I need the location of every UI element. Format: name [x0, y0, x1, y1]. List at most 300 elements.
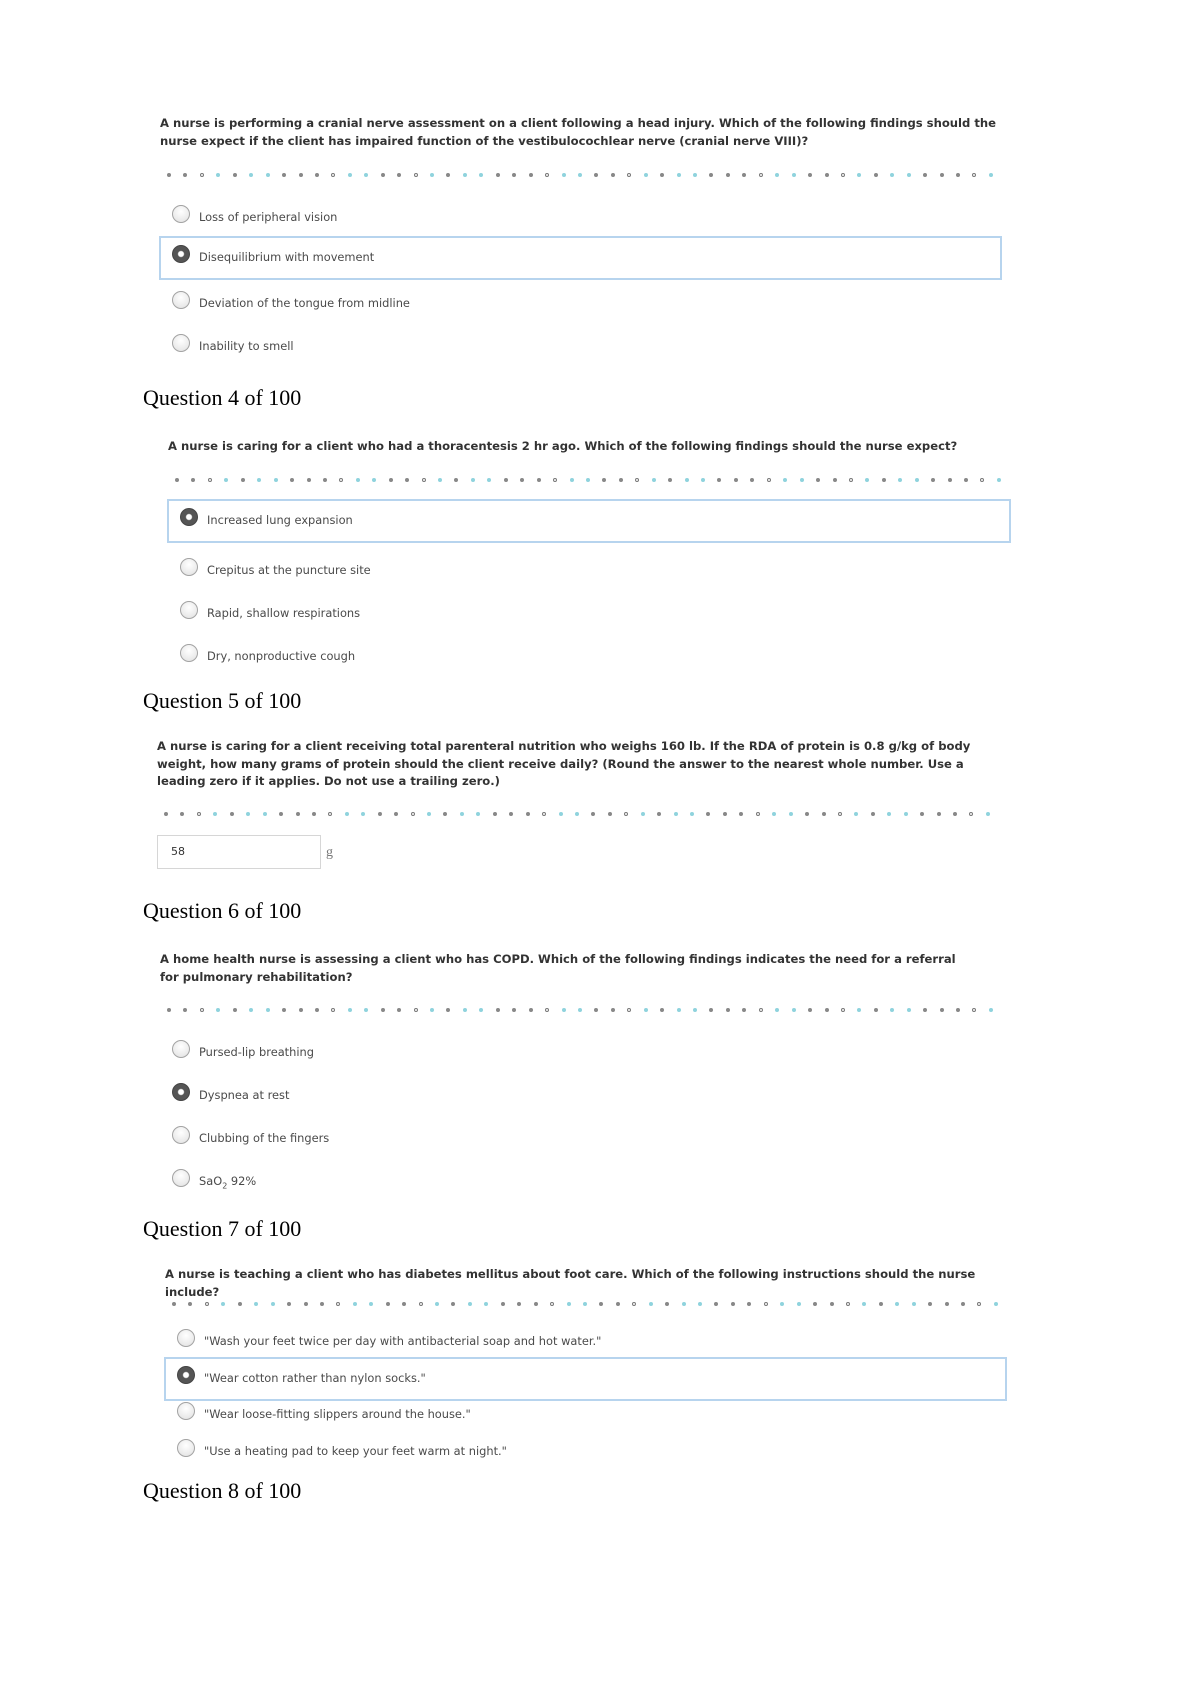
progress-dots — [175, 477, 1001, 483]
separator-dot — [493, 812, 497, 816]
radio-button[interactable] — [180, 644, 198, 662]
separator-dot — [907, 1008, 911, 1012]
separator-dot — [339, 478, 343, 482]
separator-dot — [191, 478, 195, 482]
radio-button[interactable] — [180, 558, 198, 576]
option-label: Inability to smell — [199, 339, 294, 353]
separator-dot — [887, 812, 891, 816]
separator-dot — [167, 1008, 171, 1012]
separator-dot — [685, 478, 689, 482]
separator-dot — [419, 1302, 423, 1306]
separator-dot — [594, 173, 598, 177]
question-7-prompt: A nurse is teaching a client who has diabetes mellitus about foot care. Which of the following instructions should the nurse include? — [165, 1267, 976, 1299]
separator-dot — [920, 812, 924, 816]
separator-dot — [709, 173, 713, 177]
question-5-prompt: A nurse is caring for a client receiving total parenteral nutrition who weighs 160 lb. If the RDA of protein is 0.8 g/kg of body weight, how many grams of protein should the client receive daily? (Round the answer to the nearest whole number. Use a leading zero if it applies. Do not use a trailing zero.) — [157, 739, 971, 788]
radio-button[interactable] — [172, 1126, 190, 1144]
radio-button-selected[interactable] — [180, 508, 198, 526]
separator-dot — [271, 1302, 275, 1306]
separator-dot — [674, 812, 678, 816]
q3-option-3[interactable] — [159, 282, 1002, 326]
separator-dot — [509, 812, 513, 816]
separator-dot — [583, 1302, 587, 1306]
separator-dot — [586, 478, 590, 482]
separator-dot — [224, 478, 228, 482]
separator-dot — [972, 1008, 976, 1012]
separator-dot — [254, 1302, 258, 1306]
separator-dot — [512, 1008, 516, 1012]
separator-dot — [233, 1008, 237, 1012]
separator-dot — [627, 1008, 631, 1012]
separator-dot — [405, 478, 409, 482]
separator-dot — [849, 478, 853, 482]
separator-dot — [717, 478, 721, 482]
separator-dot — [857, 1008, 861, 1012]
separator-dot — [570, 478, 574, 482]
separator-dot — [463, 173, 467, 177]
separator-dot — [805, 812, 809, 816]
option-label: Rapid, shallow respirations — [207, 606, 361, 620]
separator-dot — [427, 812, 431, 816]
q4-option-1[interactable] — [167, 499, 1011, 543]
separator-dot — [677, 173, 681, 177]
separator-dot — [479, 173, 483, 177]
separator-dot — [542, 812, 546, 816]
separator-dot — [567, 1302, 571, 1306]
separator-dot — [328, 812, 332, 816]
option-label: Loss of peripheral vision — [199, 210, 338, 224]
separator-dot — [890, 1008, 894, 1012]
separator-dot — [940, 1008, 944, 1012]
separator-dot — [414, 173, 418, 177]
separator-dot — [562, 1008, 566, 1012]
q4-option-4[interactable] — [167, 635, 1011, 679]
option-label: Clubbing of the fingers — [199, 1131, 330, 1145]
separator-dot — [652, 478, 656, 482]
separator-dot — [898, 478, 902, 482]
option-label: "Wash your feet twice per day with antibacterial soap and hot water." — [204, 1334, 602, 1348]
separator-dot — [923, 1008, 927, 1012]
separator-dot — [994, 1302, 998, 1306]
separator-dot — [693, 1008, 697, 1012]
separator-dot — [923, 173, 927, 177]
q4-option-3[interactable] — [167, 592, 1011, 636]
separator-dot — [446, 173, 450, 177]
separator-dot — [874, 173, 878, 177]
option-label: Pursed-lip breathing — [199, 1045, 314, 1059]
separator-dot — [882, 478, 886, 482]
separator-dot — [460, 812, 464, 816]
separator-dot — [348, 173, 352, 177]
radio-button[interactable] — [177, 1402, 195, 1420]
separator-dot — [602, 478, 606, 482]
separator-dot — [871, 812, 875, 816]
separator-dot — [443, 812, 447, 816]
separator-dot — [599, 1302, 603, 1306]
separator-dot — [726, 173, 730, 177]
separator-dot — [641, 812, 645, 816]
radio-button[interactable] — [172, 334, 190, 352]
separator-dot — [526, 812, 530, 816]
separator-dot — [591, 812, 595, 816]
separator-dot — [731, 1302, 735, 1306]
separator-dot — [241, 478, 245, 482]
option-label: "Use a heating pad to keep your feet warm at night." — [204, 1444, 507, 1458]
separator-dot — [747, 1302, 751, 1306]
separator-dot — [282, 1008, 286, 1012]
separator-dot — [559, 812, 563, 816]
separator-dot — [928, 1302, 932, 1306]
separator-dot — [865, 478, 869, 482]
separator-dot — [529, 1008, 533, 1012]
separator-dot — [216, 173, 220, 177]
separator-dot — [780, 1302, 784, 1306]
separator-dot — [263, 812, 267, 816]
radio-button-selected[interactable] — [172, 245, 190, 263]
radio-button[interactable] — [172, 1040, 190, 1058]
q3-option-1[interactable] — [159, 196, 1002, 240]
separator-dot — [682, 1302, 686, 1306]
separator-dot — [986, 812, 990, 816]
separator-dot — [644, 173, 648, 177]
separator-dot — [619, 478, 623, 482]
separator-dot — [862, 1302, 866, 1306]
separator-dot — [468, 1302, 472, 1306]
separator-dot — [402, 1302, 406, 1306]
separator-dot — [438, 478, 442, 482]
separator-dot — [501, 1302, 505, 1306]
separator-dot — [180, 812, 184, 816]
separator-dot — [953, 812, 957, 816]
separator-dot — [364, 1008, 368, 1012]
separator-dot — [233, 173, 237, 177]
q6-option-4[interactable] — [159, 1160, 1002, 1204]
question-4-prompt: A nurse is caring for a client who had a thoracentesis 2 hr ago. Which of the following findings should the nurse expect? — [168, 439, 958, 453]
progress-dots — [172, 1301, 998, 1307]
radio-button-selected[interactable] — [172, 1083, 190, 1101]
radio-button[interactable] — [177, 1329, 195, 1347]
separator-dot — [808, 1008, 812, 1012]
separator-dot — [772, 812, 776, 816]
separator-dot — [496, 1008, 500, 1012]
separator-dot — [961, 1302, 965, 1306]
separator-dot — [575, 812, 579, 816]
separator-dot — [723, 812, 727, 816]
separator-dot — [361, 812, 365, 816]
separator-dot — [430, 173, 434, 177]
separator-dot — [414, 1008, 418, 1012]
progress-dots — [167, 172, 993, 178]
q7-option-4[interactable] — [164, 1430, 1007, 1474]
radio-button[interactable] — [180, 601, 198, 619]
separator-dot — [874, 1008, 878, 1012]
question-4-heading: Question 4 of 100 — [143, 385, 302, 410]
separator-dot — [969, 812, 973, 816]
separator-dot — [594, 1008, 598, 1012]
separator-dot — [660, 1008, 664, 1012]
radio-button[interactable] — [172, 205, 190, 223]
separator-dot — [701, 478, 705, 482]
separator-dot — [977, 1302, 981, 1306]
separator-dot — [282, 173, 286, 177]
separator-dot — [635, 478, 639, 482]
separator-dot — [512, 173, 516, 177]
separator-dot — [907, 173, 911, 177]
separator-dot — [816, 478, 820, 482]
separator-dot — [997, 478, 1001, 482]
separator-dot — [216, 1008, 220, 1012]
separator-dot — [857, 173, 861, 177]
separator-dot — [895, 1302, 899, 1306]
option-label: Dry, nonproductive cough — [207, 649, 356, 663]
separator-dot — [279, 812, 283, 816]
separator-dot — [496, 173, 500, 177]
separator-dot — [200, 173, 204, 177]
separator-dot — [789, 812, 793, 816]
radio-button-selected[interactable] — [177, 1366, 195, 1384]
q6-option-3[interactable] — [159, 1117, 1002, 1161]
separator-dot — [266, 1008, 270, 1012]
separator-dot — [299, 173, 303, 177]
separator-dot — [545, 173, 549, 177]
question-6-prompt: A home health nurse is assessing a client who has COPD. Which of the following findings indicates the need for a referral for pulmonary rehabilitation? — [160, 952, 956, 984]
separator-dot — [948, 478, 952, 482]
separator-dot — [693, 173, 697, 177]
separator-dot — [767, 478, 771, 482]
separator-dot — [476, 812, 480, 816]
separator-dot — [706, 812, 710, 816]
separator-dot — [578, 1008, 582, 1012]
separator-dot — [394, 812, 398, 816]
separator-dot — [307, 478, 311, 482]
separator-dot — [345, 812, 349, 816]
separator-dot — [353, 1302, 357, 1306]
separator-dot — [742, 1008, 746, 1012]
separator-dot — [825, 173, 829, 177]
separator-dot — [989, 173, 993, 177]
separator-dot — [422, 478, 426, 482]
separator-dot — [200, 1008, 204, 1012]
separator-dot — [665, 1302, 669, 1306]
separator-dot — [611, 173, 615, 177]
separator-dot — [841, 1008, 845, 1012]
separator-dot — [879, 1302, 883, 1306]
separator-dot — [167, 173, 171, 177]
separator-dot — [822, 812, 826, 816]
separator-dot — [562, 173, 566, 177]
option-label: Disequilibrium with movement — [199, 250, 375, 264]
separator-dot — [734, 478, 738, 482]
question-6-heading: Question 6 of 100 — [143, 898, 302, 923]
q6-option-2[interactable] — [159, 1074, 1002, 1118]
separator-dot — [841, 173, 845, 177]
separator-dot — [534, 1302, 538, 1306]
separator-dot — [937, 812, 941, 816]
separator-dot — [164, 812, 168, 816]
separator-dot — [266, 173, 270, 177]
q6-option-1[interactable] — [159, 1031, 1002, 1075]
separator-dot — [378, 812, 382, 816]
separator-dot — [369, 1302, 373, 1306]
separator-dot — [714, 1302, 718, 1306]
separator-dot — [479, 1008, 483, 1012]
separator-dot — [287, 1302, 291, 1306]
separator-dot — [846, 1302, 850, 1306]
separator-dot — [249, 1008, 253, 1012]
separator-dot — [205, 1302, 209, 1306]
separator-dot — [463, 1008, 467, 1012]
separator-dot — [677, 1008, 681, 1012]
separator-dot — [854, 812, 858, 816]
separator-dot — [775, 173, 779, 177]
separator-dot — [808, 173, 812, 177]
separator-dot — [446, 1008, 450, 1012]
separator-dot — [197, 812, 201, 816]
progress-dots — [167, 1007, 993, 1013]
separator-dot — [213, 812, 217, 816]
question-8-heading: Question 8 of 100 — [143, 1478, 302, 1503]
question-3-prompt: A nurse is performing a cranial nerve assessment on a client following a head injury. Which of the following findings should the nurse expect if the client has impaired function of the vestibulocochlear nerve (cranial nerve VIII)? — [160, 116, 997, 148]
separator-dot — [657, 812, 661, 816]
separator-dot — [726, 1008, 730, 1012]
separator-dot — [783, 478, 787, 482]
separator-dot — [296, 812, 300, 816]
separator-dot — [183, 173, 187, 177]
separator-dot — [454, 478, 458, 482]
separator-dot — [972, 173, 976, 177]
separator-dot — [299, 1008, 303, 1012]
separator-dot — [315, 173, 319, 177]
q3-option-2[interactable] — [159, 236, 1002, 280]
separator-dot — [537, 478, 541, 482]
separator-dot — [172, 1302, 176, 1306]
separator-dot — [945, 1302, 949, 1306]
separator-dot — [912, 1302, 916, 1306]
separator-dot — [775, 1008, 779, 1012]
separator-dot — [246, 812, 250, 816]
separator-dot — [611, 1008, 615, 1012]
separator-dot — [624, 812, 628, 816]
separator-dot — [435, 1302, 439, 1306]
radio-button[interactable] — [177, 1439, 195, 1457]
separator-dot — [553, 478, 557, 482]
separator-dot — [304, 1302, 308, 1306]
question-5-heading: Question 5 of 100 — [143, 688, 302, 713]
separator-dot — [274, 478, 278, 482]
separator-dot — [578, 173, 582, 177]
separator-dot — [249, 173, 253, 177]
separator-dot — [487, 478, 491, 482]
separator-dot — [545, 1008, 549, 1012]
separator-dot — [381, 173, 385, 177]
separator-dot — [386, 1302, 390, 1306]
separator-dot — [372, 478, 376, 482]
separator-dot — [644, 1008, 648, 1012]
option-label: "Wear cotton rather than nylon socks." — [204, 1371, 426, 1385]
separator-dot — [759, 1008, 763, 1012]
separator-dot — [348, 1008, 352, 1012]
separator-dot — [750, 478, 754, 482]
separator-dot — [331, 1008, 335, 1012]
separator-dot — [484, 1302, 488, 1306]
progress-dots — [164, 811, 990, 817]
separator-dot — [315, 1008, 319, 1012]
separator-dot — [739, 812, 743, 816]
separator-dot — [980, 478, 984, 482]
separator-dot — [742, 173, 746, 177]
option-label: Crepitus at the puncture site — [207, 563, 371, 577]
separator-dot — [792, 173, 796, 177]
separator-dot — [208, 478, 212, 482]
q3-option-4[interactable] — [159, 325, 1002, 369]
option-label: Deviation of the tongue from midline — [199, 296, 410, 310]
option-label: Increased lung expansion — [207, 513, 353, 527]
separator-dot — [632, 1302, 636, 1306]
separator-dot — [183, 1008, 187, 1012]
separator-dot — [221, 1302, 225, 1306]
separator-dot — [616, 1302, 620, 1306]
separator-dot — [830, 1302, 834, 1306]
separator-dot — [989, 1008, 993, 1012]
separator-dot — [336, 1302, 340, 1306]
separator-dot — [175, 478, 179, 482]
q4-option-2[interactable] — [167, 549, 1011, 593]
separator-dot — [331, 173, 335, 177]
separator-dot — [904, 812, 908, 816]
answer-input[interactable]: 58 — [157, 835, 321, 869]
separator-dot — [668, 478, 672, 482]
separator-dot — [430, 1008, 434, 1012]
separator-dot — [813, 1302, 817, 1306]
separator-dot — [504, 478, 508, 482]
option-label: "Wear loose-fitting slippers around the house." — [204, 1407, 471, 1421]
separator-dot — [397, 1008, 401, 1012]
separator-dot — [356, 478, 360, 482]
separator-dot — [471, 478, 475, 482]
separator-dot — [759, 173, 763, 177]
separator-dot — [764, 1302, 768, 1306]
separator-dot — [964, 478, 968, 482]
separator-dot — [627, 173, 631, 177]
separator-dot — [698, 1302, 702, 1306]
separator-dot — [397, 173, 401, 177]
separator-dot — [364, 173, 368, 177]
separator-dot — [290, 478, 294, 482]
separator-dot — [520, 478, 524, 482]
separator-dot — [517, 1302, 521, 1306]
separator-dot — [792, 1008, 796, 1012]
separator-dot — [608, 812, 612, 816]
separator-dot — [381, 1008, 385, 1012]
separator-dot — [660, 173, 664, 177]
separator-dot — [529, 173, 533, 177]
separator-dot — [931, 478, 935, 482]
separator-dot — [451, 1302, 455, 1306]
separator-dot — [323, 478, 327, 482]
separator-dot — [230, 812, 234, 816]
separator-dot — [825, 1008, 829, 1012]
separator-dot — [312, 812, 316, 816]
radio-button[interactable] — [172, 291, 190, 309]
option-label: Dyspnea at rest — [199, 1088, 290, 1102]
separator-dot — [238, 1302, 242, 1306]
radio-button[interactable] — [172, 1169, 190, 1187]
question-7-heading: Question 7 of 100 — [143, 1216, 302, 1241]
answer-unit: g — [326, 845, 333, 860]
separator-dot — [797, 1302, 801, 1306]
separator-dot — [940, 173, 944, 177]
option-label: SaO$_2$ 92% — [199, 1174, 257, 1191]
